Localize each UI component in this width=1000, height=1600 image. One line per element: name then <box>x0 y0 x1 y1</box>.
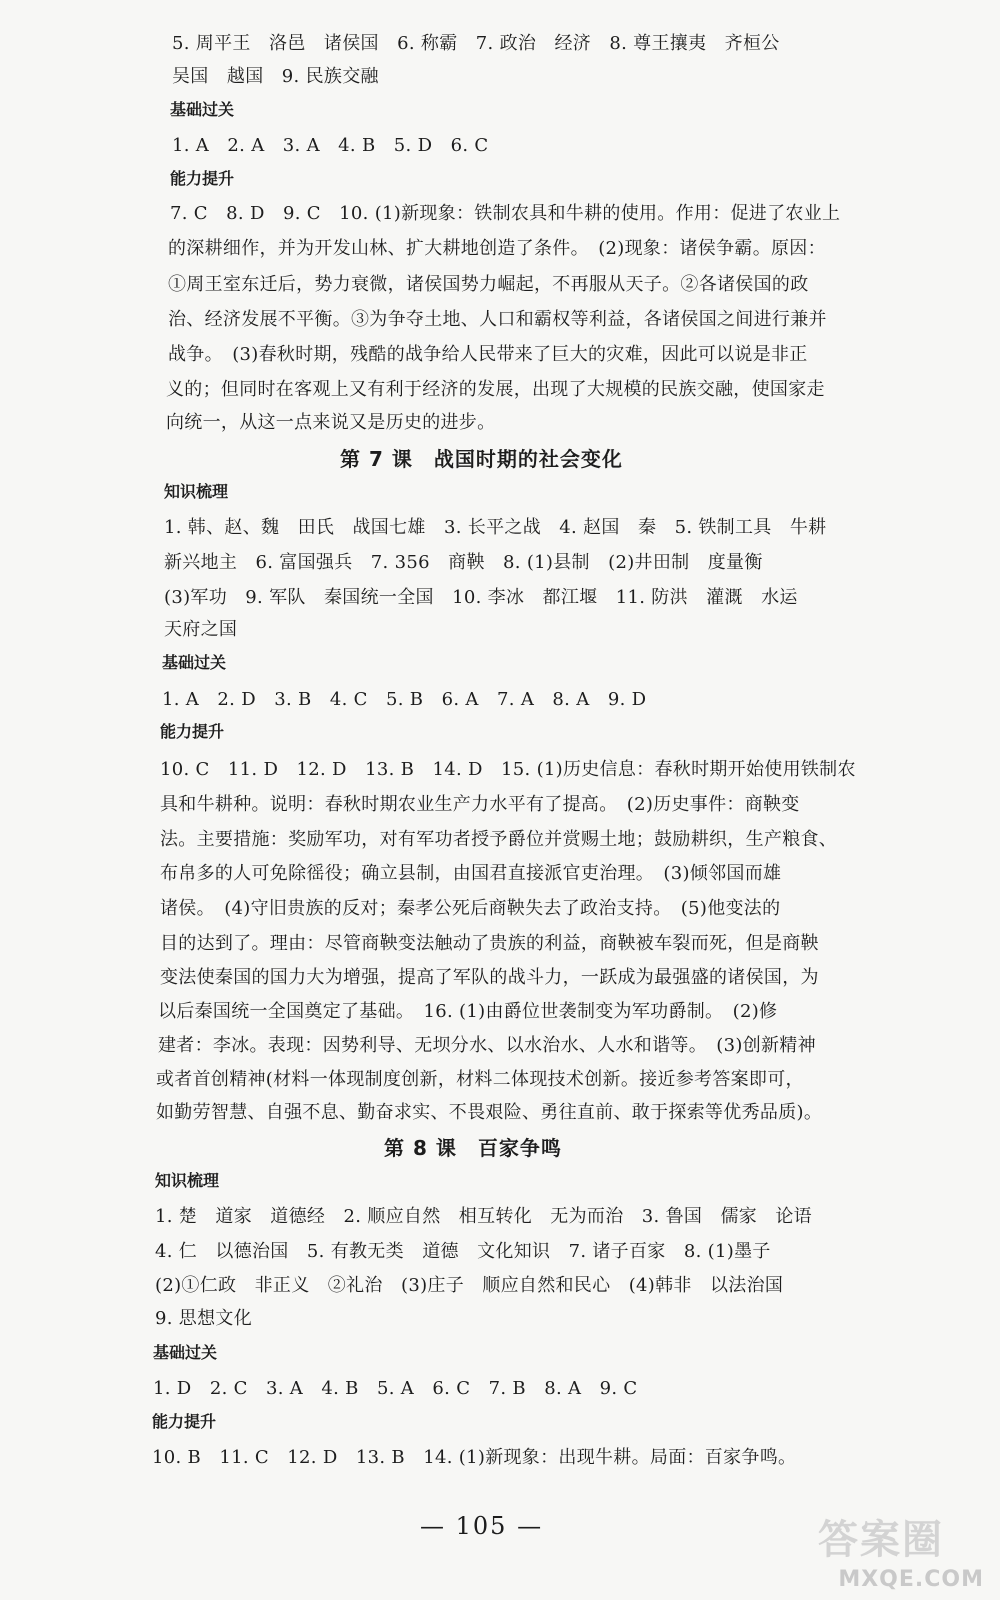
text-line: 5. 周平王 洛邑 诸侯国 6. 称霸 7. 政治 经济 8. 尊王攘夷 齐桓公 <box>172 33 780 54</box>
text-line: (3)军功 9. 军队 秦国统一全国 10. 李冰 都江堰 11. 防洪 灌溉 水运 <box>164 587 798 608</box>
text-line: 向统一，从这一点来说又是历史的进步。 <box>166 412 496 433</box>
section-heading: 能力提升 <box>170 169 235 188</box>
text-line: 布帛多的人可免除徭役；确立县制，由国君直接派官吏治理。 (3)倾邻国而雄 <box>160 863 782 884</box>
watermark-logo: 答案圈 <box>818 1517 944 1563</box>
text-line: 建者：李冰。表现：因势利导、无坝分水、以水治水、人水和谐等。 (3)创新精神 <box>158 1035 816 1056</box>
text-line: 或者首创精神(材料一体现制度创新，材料二体现技术创新。接近参考答案即可， <box>156 1069 804 1090</box>
section-heading: 基础过关 <box>153 1343 218 1362</box>
text-line: 新兴地主 6. 富国强兵 7. 356 商鞅 8. (1)县制 (2)井田制 度量衡 <box>164 552 763 573</box>
text-line: 1. D 2. C 3. A 4. B 5. A 6. C 7. B 8. A 9. C <box>153 1378 638 1399</box>
watermark <box>818 1508 988 1592</box>
text-line: 7. C 8. D 9. C 10. (1)新现象：铁制农具和牛耕的使用。作用：促进了农业上 <box>170 203 841 224</box>
text-line: 1. 楚 道家 道德经 2. 顺应自然 相互转化 无为而治 3. 鲁国 儒家 论语 <box>155 1206 812 1227</box>
text-line: 1. A 2. D 3. B 4. C 5. B 6. A 7. A 8. A 9. D <box>162 689 647 710</box>
text-line: 战争。 (3)春秋时期，残酷的战争给人民带来了巨大的灾难，因此可以说是非正 <box>168 344 808 365</box>
text-line: ①周王室东迁后，势力衰微，诸侯国势力崛起，不再服从天子。②各诸侯国的政 <box>168 274 809 295</box>
text-line: (2)①仁政 非正义 ②礼治 (3)庄子 顺应自然和民心 (4)韩非 以法治国 <box>155 1275 784 1296</box>
section-heading: 基础过关 <box>162 653 227 672</box>
text-line: 4. 仁 以德治国 5. 有教无类 道德 文化知识 7. 诸子百家 8. (1)墨子 <box>155 1241 771 1262</box>
text-line: 义的；但同时在客观上又有利于经济的发展，出现了大规模的民族交融，使国家走 <box>166 379 825 400</box>
text-line: 具和牛耕种。说明：春秋时期农业生产力水平有了提高。 (2)历史事件：商鞅变 <box>160 794 800 815</box>
section-heading: 能力提升 <box>160 722 225 741</box>
text-line: 天府之国 <box>164 619 238 640</box>
text-line: 1. A 2. A 3. A 4. B 5. D 6. C <box>172 135 489 156</box>
page-number: — 105 — <box>420 1512 544 1540</box>
lesson-title: 第 7 课 战国时期的社会变化 <box>340 447 623 471</box>
section-heading: 基础过关 <box>170 100 235 119</box>
section-heading: 知识梳理 <box>155 1171 220 1190</box>
text-line: 10. B 11. C 12. D 13. B 14. (1)新现象：出现牛耕。局面：百家争鸣。 <box>152 1447 797 1468</box>
section-heading: 知识梳理 <box>164 482 229 501</box>
section-heading: 能力提升 <box>152 1412 217 1431</box>
lesson-title: 第 8 课 百家争鸣 <box>384 1136 562 1160</box>
text-line: 的深耕细作，并为开发山林、扩大耕地创造了条件。 (2)现象：诸侯争霸。原因： <box>168 238 826 259</box>
text-line: 法。主要措施：奖励军功，对有军功者授予爵位并赏赐土地；鼓励耕织，生产粮食、 <box>160 829 838 850</box>
text-line: 变法使秦国的国力大为增强，提高了军队的战斗力，一跃成为最强盛的诸侯国，为 <box>160 967 819 988</box>
text-line: 9. 思想文化 <box>155 1308 252 1329</box>
text-line: 1. 韩、赵、魏 田氏 战国七雄 3. 长平之战 4. 赵国 秦 5. 铁制工具 牛耕 <box>164 517 827 538</box>
text-line: 吴国 越国 9. 民族交融 <box>172 66 379 87</box>
text-line: 10. C 11. D 12. D 13. B 14. D 15. (1)历史信息：春秋时期开始使用铁制农 <box>160 759 856 780</box>
text-line: 如勤劳智慧、自强不息、勤奋求实、不畏艰险、勇往直前、敢于探索等优秀品质)。 <box>156 1102 823 1123</box>
text-line: 以后秦国统一全国奠定了基础。 16. (1)由爵位世袭制变为军功爵制。 (2)修 <box>158 1001 778 1022</box>
text-line: 治、经济发展不平衡。③为争夺土地、人口和霸权等利益，各诸侯国之间进行兼并 <box>168 309 827 330</box>
text-line: 诸侯。 (4)守旧贵族的反对；秦孝公死后商鞅失去了政治支持。 (5)他变法的 <box>160 898 781 919</box>
text-line: 目的达到了。理由：尽管商鞅变法触动了贵族的利益，商鞅被车裂而死，但是商鞅 <box>160 933 819 954</box>
watermark-text: MXQE.COM <box>838 1567 984 1592</box>
